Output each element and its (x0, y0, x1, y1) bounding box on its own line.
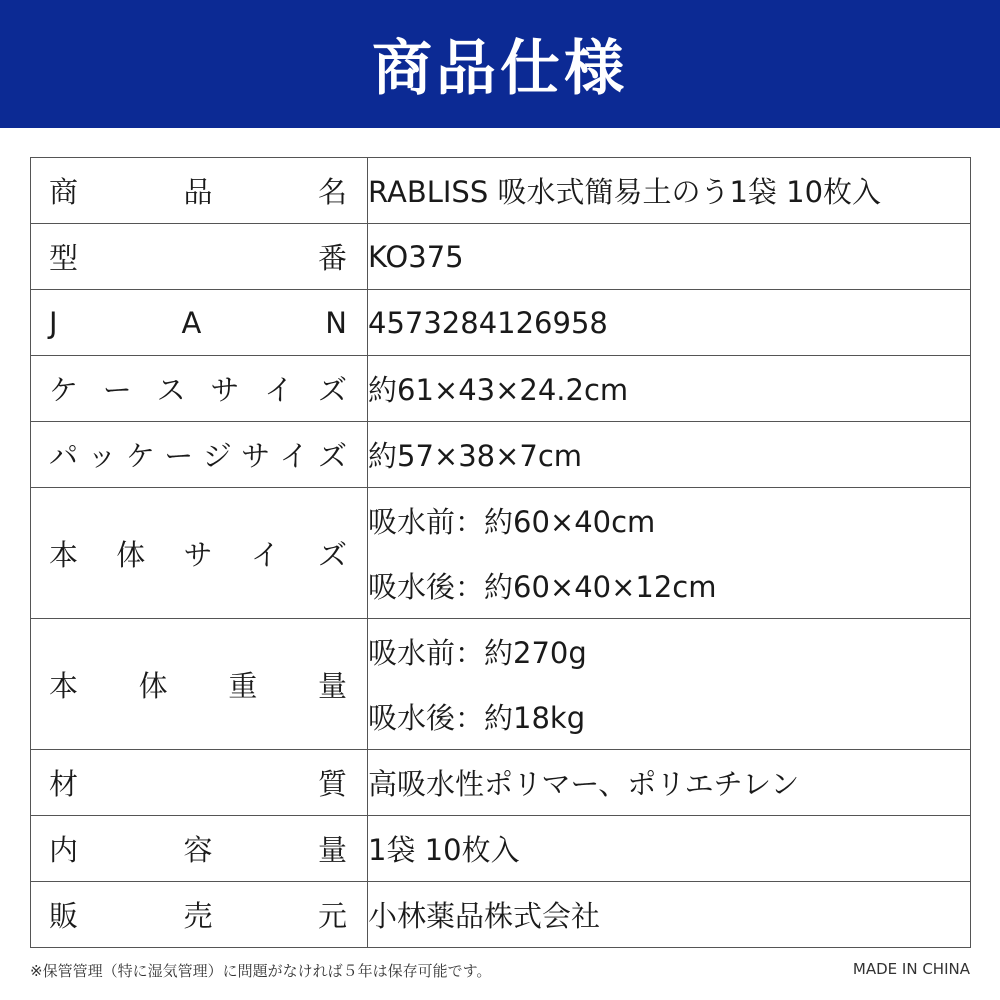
spec-label-char: イ (264, 373, 294, 407)
spec-row (31, 158, 971, 224)
spec-value-cell (368, 488, 971, 619)
spec-label (31, 170, 367, 211)
spec-value: 小林薬品株式会社 (368, 899, 601, 933)
spec-row (31, 290, 971, 356)
spec-label (31, 368, 367, 409)
spec-label-char: J (49, 305, 58, 340)
spec-label-char: サ (241, 439, 271, 473)
spec-value: 吸水後：約60×40×12cm (368, 570, 717, 604)
spec-value-cell (368, 224, 971, 290)
spec-value-cell (368, 290, 971, 356)
spec-label-char: 売 (183, 899, 213, 933)
spec-label-char: 内 (49, 833, 79, 867)
spec-label-char: 品 (183, 175, 213, 209)
spec-table (30, 157, 971, 948)
spec-table-body (31, 158, 971, 948)
spec-row (31, 356, 971, 422)
spec-label (31, 894, 367, 935)
spec-label-char: 本 (49, 668, 79, 703)
spec-row (31, 224, 971, 290)
spec-label-char: A (181, 305, 202, 340)
spec-value: RABLISS 吸水式簡易土のう1袋 10枚入 (368, 175, 882, 209)
spec-label-char: 重 (228, 668, 258, 703)
spec-value-cell (368, 619, 971, 750)
spec-value: 高吸水性ポリマー、ポリエチレン (368, 767, 800, 801)
spec-label-cell (31, 750, 368, 816)
spec-label (31, 306, 367, 340)
spec-value-cell (368, 750, 971, 816)
spec-value: KO375 (368, 239, 464, 274)
spec-label-char: 質 (317, 767, 347, 801)
spec-label-char: 量 (317, 833, 347, 867)
spec-label-char: 容 (183, 833, 213, 867)
spec-value-cell (368, 816, 971, 882)
spec-row (31, 882, 971, 948)
spec-label-char: ケ (125, 439, 155, 473)
spec-label-cell (31, 619, 368, 750)
spec-label-char: ケ (49, 373, 79, 407)
spec-value: 約57×38×7cm (368, 439, 583, 473)
spec-value: 吸水後：約18kg (368, 701, 586, 735)
spec-value-cell (368, 422, 971, 488)
spec-label-char: N (325, 305, 347, 340)
spec-label-char: サ (210, 373, 240, 407)
spec-label-char: ジ (202, 439, 232, 473)
spec-label-char: ー (164, 439, 194, 473)
spec-value-cell (368, 882, 971, 948)
spec-label-char: 本 (49, 537, 79, 572)
spec-label-char: ッ (87, 439, 117, 473)
spec-label (31, 828, 367, 869)
spec-label-cell (31, 356, 368, 422)
spec-label-char: 型 (49, 241, 79, 275)
spec-label-char: 体 (138, 668, 168, 703)
spec-label-cell (31, 158, 368, 224)
spec-value: 4573284126958 (368, 305, 608, 340)
spec-value-cell (368, 356, 971, 422)
spec-row (31, 816, 971, 882)
spec-label-char: ズ (317, 439, 347, 473)
spec-label-cell (31, 422, 368, 488)
spec-value: 吸水前：約270g (368, 636, 587, 670)
spec-row (31, 488, 971, 619)
spec-row (31, 619, 971, 750)
spec-value: 約61×43×24.2cm (368, 373, 629, 407)
spec-label-char: 販 (49, 899, 79, 933)
spec-label-char: イ (279, 439, 309, 473)
spec-label (31, 533, 367, 574)
spec-label-char: ズ (317, 373, 347, 407)
page-title: 商品仕様 (372, 34, 628, 104)
spec-label-cell (31, 224, 368, 290)
spec-label-char: 商 (49, 175, 79, 209)
spec-label-char: サ (183, 537, 213, 572)
spec-label-char: 元 (317, 899, 347, 933)
header-banner (0, 0, 1000, 128)
spec-label-cell (31, 290, 368, 356)
spec-label (31, 434, 367, 475)
spec-label-cell (31, 816, 368, 882)
spec-label-char: 番 (317, 241, 347, 275)
spec-label-char: ズ (317, 537, 347, 572)
spec-label-char: 体 (116, 537, 146, 572)
spec-label-char: ー (102, 373, 132, 407)
spec-label (31, 236, 367, 277)
spec-label-char: イ (250, 537, 280, 572)
spec-label-cell (31, 488, 368, 619)
spec-label-char: 材 (49, 767, 79, 801)
spec-label-char: 名 (317, 175, 347, 209)
spec-value: 吸水前：約60×40cm (368, 505, 656, 539)
spec-label (31, 762, 367, 803)
country-of-origin: MADE IN CHINA (852, 960, 970, 978)
spec-value: 1袋 10枚入 (368, 833, 520, 867)
spec-row (31, 422, 971, 488)
spec-label (31, 664, 367, 705)
spec-value-cell (368, 158, 971, 224)
storage-note: ※保管管理（特に湿気管理）に問題がなければ５年は保存可能です。 (30, 962, 492, 980)
spec-label-cell (31, 882, 368, 948)
spec-row (31, 750, 971, 816)
spec-label-char: パ (49, 439, 79, 473)
spec-label-char: ス (156, 373, 186, 407)
spec-label-char: 量 (317, 668, 347, 703)
